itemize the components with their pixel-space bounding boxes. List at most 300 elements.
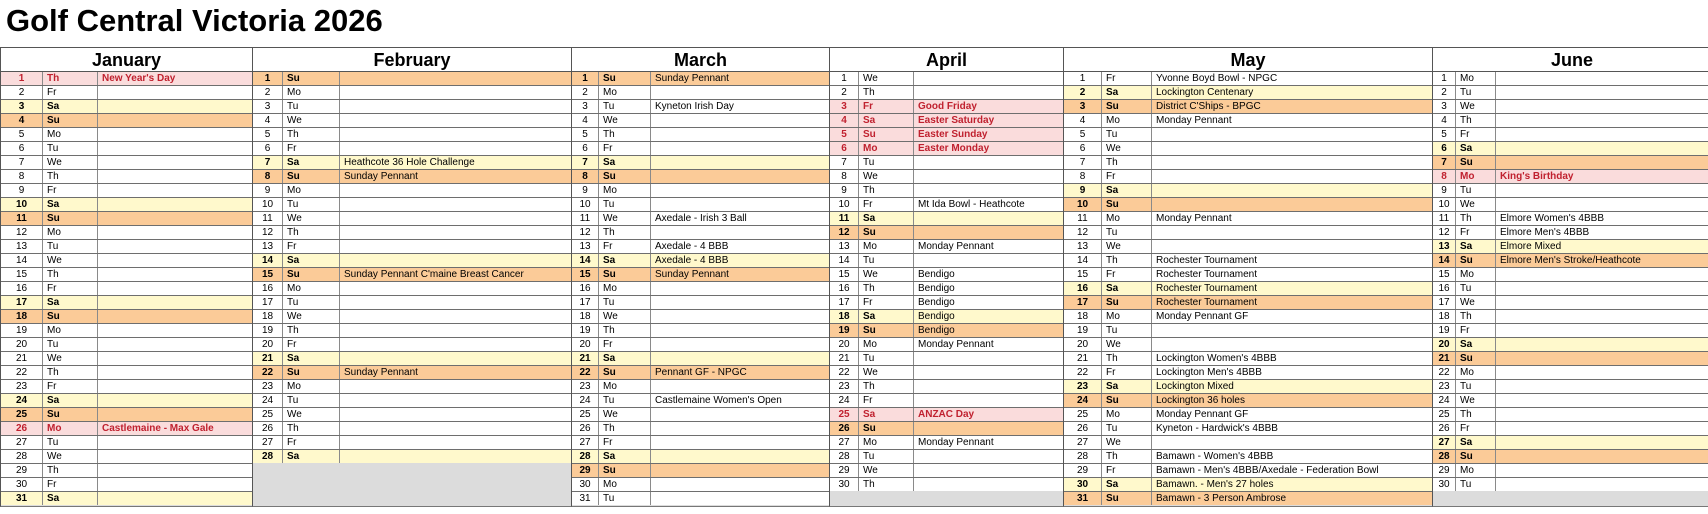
event-label	[651, 478, 829, 491]
event-label	[98, 464, 252, 477]
day-row	[1, 86, 252, 100]
day-number: 4	[1433, 114, 1456, 127]
day-number: 11	[253, 212, 283, 225]
day-of-week: We	[859, 170, 914, 183]
day-row	[830, 464, 1063, 478]
day-number: 28	[1433, 450, 1456, 463]
day-number: 8	[1064, 170, 1102, 183]
day-number: 5	[1433, 128, 1456, 141]
day-number: 10	[1433, 198, 1456, 211]
event-label: Heathcote 36 Hole Challenge	[344, 157, 475, 168]
day-of-week: Th	[43, 464, 98, 477]
day-of-week: Tu	[859, 254, 914, 267]
day-number: 13	[253, 240, 283, 253]
day-of-week: Su	[43, 212, 98, 225]
day-row	[1, 240, 252, 254]
day-row	[1064, 226, 1432, 240]
day-row	[572, 380, 829, 394]
day-row	[830, 450, 1063, 464]
day-number: 19	[253, 324, 283, 337]
day-number: 28	[830, 450, 859, 463]
day-row	[830, 240, 1063, 254]
day-row	[830, 226, 1063, 240]
day-row	[830, 114, 1063, 128]
event-label: Kyneton Irish Day	[655, 101, 734, 112]
day-row	[1064, 394, 1432, 408]
day-row	[1064, 366, 1432, 380]
day-of-week: Th	[43, 268, 98, 281]
day-of-week: Sa	[283, 156, 340, 169]
day-number: 15	[1, 268, 43, 281]
day-number: 23	[1064, 380, 1102, 393]
day-of-week: Mo	[599, 282, 651, 295]
event-label: District C'Ships - BPGC	[1156, 101, 1261, 112]
event-label	[1152, 142, 1432, 155]
day-of-week: Th	[283, 324, 340, 337]
day-row	[253, 380, 571, 394]
event-label	[98, 366, 252, 379]
day-row	[1433, 128, 1708, 142]
day-number: 26	[1, 422, 43, 435]
event-label	[651, 114, 829, 127]
event-label: Bamawn - 3 Person Ambrose	[1156, 493, 1287, 504]
day-row	[572, 170, 829, 184]
event-label	[651, 380, 829, 393]
day-number: 8	[830, 170, 859, 183]
event-label	[98, 114, 252, 127]
event-label	[340, 380, 571, 393]
day-number: 13	[1433, 240, 1456, 253]
day-row	[1064, 72, 1432, 86]
day-of-week: Mo	[43, 226, 98, 239]
event-label	[340, 310, 571, 323]
day-number: 2	[253, 86, 283, 99]
event-label	[651, 310, 829, 323]
day-of-week: Mo	[1102, 114, 1152, 127]
holiday-label: ANZAC Day	[918, 409, 975, 420]
day-row	[1433, 184, 1708, 198]
event-label	[914, 478, 1063, 491]
day-number: 24	[1064, 394, 1102, 407]
day-number: 2	[1, 86, 43, 99]
event-label	[914, 72, 1063, 85]
day-number: 16	[830, 282, 859, 295]
day-row	[1, 352, 252, 366]
month-june	[1432, 47, 1708, 507]
day-of-week: Mo	[859, 436, 914, 449]
event-label	[1496, 394, 1708, 407]
day-number: 28	[1064, 450, 1102, 463]
event-label: Axedale - Irish 3 Ball	[655, 213, 747, 224]
day-of-week: Th	[859, 184, 914, 197]
day-row	[1064, 464, 1432, 478]
event-label	[1152, 170, 1432, 183]
day-number: 24	[253, 394, 283, 407]
day-of-week: Sa	[43, 394, 98, 407]
event-label	[651, 86, 829, 99]
day-row	[1433, 478, 1708, 491]
day-row	[572, 114, 829, 128]
day-of-week: Su	[599, 72, 651, 85]
day-number: 27	[572, 436, 599, 449]
day-of-week: Sa	[599, 156, 651, 169]
day-row	[1, 380, 252, 394]
event-label	[651, 142, 829, 155]
day-row	[572, 282, 829, 296]
event-label	[98, 198, 252, 211]
day-number: 19	[572, 324, 599, 337]
event-label	[651, 436, 829, 449]
day-number: 27	[1064, 436, 1102, 449]
day-row	[572, 338, 829, 352]
day-number: 21	[830, 352, 859, 365]
day-row	[1433, 198, 1708, 212]
day-of-week: Mo	[1102, 212, 1152, 225]
day-number: 7	[572, 156, 599, 169]
event-label: Lockington 36 holes	[1156, 395, 1245, 406]
day-of-week: Th	[599, 128, 651, 141]
day-of-week: Tu	[859, 450, 914, 463]
day-number: 20	[253, 338, 283, 351]
day-row	[253, 450, 571, 463]
day-row	[1064, 338, 1432, 352]
month-header: February	[253, 48, 571, 72]
day-row	[1, 142, 252, 156]
day-row	[572, 478, 829, 492]
day-number: 3	[830, 100, 859, 113]
day-of-week: Fr	[1456, 128, 1496, 141]
event-label	[1496, 352, 1708, 365]
day-of-week: Su	[859, 226, 914, 239]
day-row	[1064, 212, 1432, 226]
day-number: 25	[572, 408, 599, 421]
day-number: 23	[253, 380, 283, 393]
day-row	[830, 254, 1063, 268]
event-label: Monday Pennant	[918, 339, 994, 350]
day-of-week: Sa	[43, 492, 98, 505]
day-of-week: Tu	[1456, 478, 1496, 491]
event-label: Lockington Men's 4BBB	[1156, 367, 1262, 378]
day-row	[1064, 422, 1432, 436]
day-number: 14	[1433, 254, 1456, 267]
day-row	[830, 72, 1063, 86]
day-row	[1, 282, 252, 296]
event-label	[98, 436, 252, 449]
day-number: 27	[1, 436, 43, 449]
day-of-week: Mo	[599, 380, 651, 393]
day-number: 23	[1, 380, 43, 393]
day-number: 21	[1433, 352, 1456, 365]
day-number: 30	[830, 478, 859, 491]
day-number: 20	[572, 338, 599, 351]
day-of-week: We	[599, 310, 651, 323]
day-row	[1, 128, 252, 142]
day-row	[1064, 240, 1432, 254]
day-number: 22	[572, 366, 599, 379]
holiday-label: Easter Sunday	[918, 129, 988, 140]
day-of-week: Tu	[1456, 184, 1496, 197]
day-number: 5	[253, 128, 283, 141]
event-label	[340, 142, 571, 155]
event-label	[340, 72, 571, 85]
event-label	[98, 408, 252, 421]
day-number: 22	[253, 366, 283, 379]
event-label: Axedale - 4 BBB	[655, 241, 729, 252]
day-row	[572, 254, 829, 268]
day-of-week: Mo	[1102, 310, 1152, 323]
day-of-week: Th	[1102, 254, 1152, 267]
day-row	[253, 338, 571, 352]
day-row	[1064, 114, 1432, 128]
day-number: 13	[572, 240, 599, 253]
day-row	[1064, 478, 1432, 492]
event-label	[1496, 296, 1708, 309]
event-label: Elmore Mixed	[1500, 241, 1562, 252]
day-number: 5	[572, 128, 599, 141]
event-label	[1496, 86, 1708, 99]
day-row	[253, 184, 571, 198]
day-of-week: Mo	[1102, 408, 1152, 421]
day-number: 11	[830, 212, 859, 225]
day-row	[1, 436, 252, 450]
day-number: 20	[1, 338, 43, 351]
day-of-week: Su	[1102, 394, 1152, 407]
event-label: Monday Pennant	[918, 241, 994, 252]
day-of-week: Su	[283, 170, 340, 183]
day-of-week: Th	[1102, 450, 1152, 463]
day-of-week: We	[599, 114, 651, 127]
event-label	[914, 226, 1063, 239]
day-number: 27	[830, 436, 859, 449]
day-number: 29	[572, 464, 599, 477]
day-number: 24	[1433, 394, 1456, 407]
day-row	[830, 352, 1063, 366]
day-row	[830, 128, 1063, 142]
event-label	[340, 450, 571, 463]
day-of-week: Tu	[1102, 422, 1152, 435]
event-label: Bamawn - Men's 4BBB/Axedale - Federation Bowl	[1156, 465, 1379, 476]
day-row	[572, 296, 829, 310]
day-number: 18	[830, 310, 859, 323]
day-row	[1433, 310, 1708, 324]
day-number: 30	[1064, 478, 1102, 491]
event-label: Sunday Pennant	[655, 73, 729, 84]
day-of-week: Mo	[283, 380, 340, 393]
day-row	[253, 198, 571, 212]
day-of-week: Th	[283, 422, 340, 435]
event-label	[340, 394, 571, 407]
day-number: 16	[1064, 282, 1102, 295]
day-number: 25	[1064, 408, 1102, 421]
day-of-week: Mo	[1456, 366, 1496, 379]
day-of-week: Fr	[283, 436, 340, 449]
holiday-label: Easter Saturday	[918, 115, 995, 126]
day-row	[572, 394, 829, 408]
day-of-week: Su	[1456, 254, 1496, 267]
day-of-week: Fr	[859, 100, 914, 113]
day-of-week: Th	[43, 72, 98, 85]
event-label	[651, 408, 829, 421]
day-number: 22	[1064, 366, 1102, 379]
day-number: 9	[572, 184, 599, 197]
day-of-week: Sa	[1102, 86, 1152, 99]
event-label: Kyneton - Hardwick's 4BBB	[1156, 423, 1278, 434]
day-number: 18	[1, 310, 43, 323]
day-row	[1433, 156, 1708, 170]
day-of-week: Th	[1456, 408, 1496, 421]
event-label	[651, 170, 829, 183]
day-row	[1433, 450, 1708, 464]
month-header: May	[1064, 48, 1432, 72]
day-of-week: We	[283, 114, 340, 127]
day-row	[1064, 492, 1432, 505]
month-march	[571, 47, 829, 507]
day-row	[1064, 324, 1432, 338]
day-row	[1, 72, 252, 86]
day-of-week: Sa	[1102, 478, 1152, 491]
event-label	[1496, 100, 1708, 113]
day-number: 7	[1433, 156, 1456, 169]
day-number: 1	[1433, 72, 1456, 85]
day-row	[1433, 86, 1708, 100]
day-row	[830, 324, 1063, 338]
day-of-week: Sa	[859, 408, 914, 421]
day-row	[572, 492, 829, 505]
day-row	[572, 408, 829, 422]
day-row	[253, 114, 571, 128]
event-label	[1496, 478, 1708, 491]
day-row	[1433, 338, 1708, 352]
day-of-week: We	[859, 268, 914, 281]
day-number: 20	[1433, 338, 1456, 351]
event-label	[1496, 184, 1708, 197]
day-row	[572, 128, 829, 142]
event-label: Castlemaine Women's Open	[655, 395, 782, 406]
day-number: 8	[1, 170, 43, 183]
event-label: Lockington Women's 4BBB	[1156, 353, 1277, 364]
day-row	[830, 478, 1063, 491]
day-row	[1433, 170, 1708, 184]
day-number: 4	[572, 114, 599, 127]
day-row	[830, 142, 1063, 156]
event-label	[1496, 128, 1708, 141]
day-number: 31	[1, 492, 43, 505]
event-label	[1496, 366, 1708, 379]
day-number: 9	[830, 184, 859, 197]
day-row	[1433, 408, 1708, 422]
day-number: 30	[1, 478, 43, 491]
event-label: Rochester Tournament	[1156, 297, 1257, 308]
day-row	[572, 450, 829, 464]
day-row	[1433, 380, 1708, 394]
day-number: 9	[1433, 184, 1456, 197]
day-number: 6	[1064, 142, 1102, 155]
event-label	[651, 198, 829, 211]
day-number: 18	[1064, 310, 1102, 323]
day-row	[830, 310, 1063, 324]
month-header: January	[1, 48, 252, 72]
day-number: 11	[1433, 212, 1456, 225]
day-number: 17	[1, 296, 43, 309]
day-number: 11	[572, 212, 599, 225]
day-number: 28	[572, 450, 599, 463]
event-label: Axedale - 4 BBB	[655, 255, 729, 266]
day-row	[572, 184, 829, 198]
day-row	[572, 464, 829, 478]
event-label	[651, 324, 829, 337]
event-label	[1496, 464, 1708, 477]
day-number: 10	[253, 198, 283, 211]
day-row	[253, 310, 571, 324]
event-label: Monday Pennant GF	[1156, 409, 1249, 420]
day-row	[1064, 408, 1432, 422]
day-number: 2	[1064, 86, 1102, 99]
day-of-week: Su	[859, 324, 914, 337]
day-of-week: Th	[1456, 212, 1496, 225]
day-row	[1064, 142, 1432, 156]
day-number: 16	[1433, 282, 1456, 295]
day-of-week: Tu	[1102, 324, 1152, 337]
day-number: 2	[572, 86, 599, 99]
event-label: Bendigo	[918, 311, 955, 322]
day-row	[1433, 100, 1708, 114]
day-row	[830, 170, 1063, 184]
holiday-label: Good Friday	[918, 101, 977, 112]
day-of-week: Fr	[1456, 422, 1496, 435]
event-label	[1496, 450, 1708, 463]
day-of-week: Fr	[1102, 464, 1152, 477]
day-of-week: Tu	[599, 100, 651, 113]
event-label	[651, 492, 829, 505]
day-row	[1433, 366, 1708, 380]
day-number: 24	[830, 394, 859, 407]
day-number: 23	[572, 380, 599, 393]
event-label: Bamawn - Women's 4BBB	[1156, 451, 1274, 462]
holiday-label: Easter Monday	[918, 143, 990, 154]
day-row	[572, 422, 829, 436]
day-of-week: We	[859, 72, 914, 85]
event-label	[651, 450, 829, 463]
event-label	[651, 296, 829, 309]
day-row	[1064, 86, 1432, 100]
day-of-week: Tu	[43, 142, 98, 155]
event-label	[98, 240, 252, 253]
day-number: 19	[1433, 324, 1456, 337]
day-of-week: Th	[859, 86, 914, 99]
day-of-week: Fr	[1456, 324, 1496, 337]
day-of-week: Sa	[283, 352, 340, 365]
day-row	[253, 156, 571, 170]
day-of-week: Tu	[599, 492, 651, 505]
event-label: Monday Pennant	[1156, 115, 1232, 126]
event-label	[340, 226, 571, 239]
day-row	[830, 394, 1063, 408]
day-number: 6	[253, 142, 283, 155]
event-label: Pennant GF - NPGC	[655, 367, 747, 378]
day-row	[830, 212, 1063, 226]
day-row	[253, 212, 571, 226]
day-of-week: Sa	[1456, 240, 1496, 253]
day-number: 5	[1, 128, 43, 141]
day-number: 7	[830, 156, 859, 169]
day-of-week: Su	[1456, 450, 1496, 463]
day-of-week: Fr	[43, 282, 98, 295]
day-row	[1, 114, 252, 128]
day-number: 2	[830, 86, 859, 99]
day-of-week: Fr	[859, 198, 914, 211]
day-of-week: Fr	[859, 296, 914, 309]
event-label: Bendigo	[918, 325, 955, 336]
